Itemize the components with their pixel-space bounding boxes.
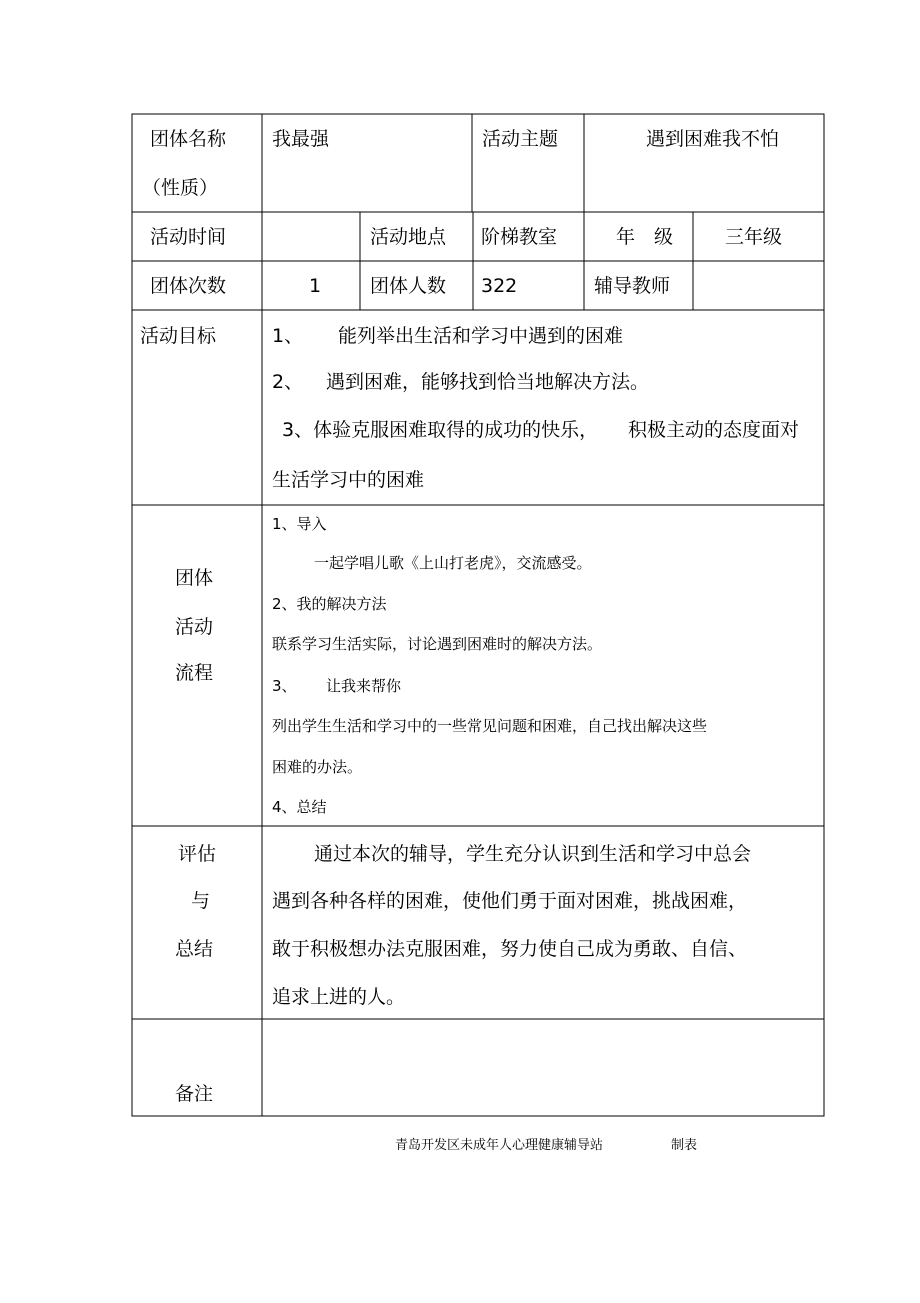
process-label-line2: 活动 — [175, 616, 214, 638]
sessions-value: 1 — [309, 275, 322, 297]
step-2-title: 2、我的解决方法 — [272, 595, 387, 613]
time-label: 活动时间 — [150, 226, 227, 248]
step-3-text-line1: 列出学生生活和学习中的一些常见问题和困难，自己找出解决这些 — [272, 717, 708, 735]
step-1-title: 1、导入 — [272, 515, 327, 533]
evaluation-text-line4: 追求上进的人。 — [272, 986, 406, 1008]
goal-2-number: 2、 — [272, 371, 304, 393]
members-value: 322 — [481, 275, 518, 297]
goal-2-text: 遇到困难，能够找到恰当地解决方法。 — [326, 371, 650, 393]
teacher-label: 辅导教师 — [594, 275, 671, 297]
goals-label: 活动目标 — [140, 325, 217, 347]
evaluation-label-line3: 总结 — [175, 938, 214, 960]
step-3-title: 让我来帮你 — [326, 677, 402, 695]
process-label-line3: 流程 — [175, 662, 214, 684]
step-1-text: 一起学唱儿歌《上山打老虎》，交流感受。 — [314, 554, 592, 572]
theme-label: 活动主题 — [482, 128, 559, 150]
evaluation-text-line3: 敢于积极想办法克服困难，努力使自己成为勇敢、自信、 — [272, 938, 748, 960]
grade-label: 年 级 — [616, 226, 674, 248]
group-name-label: 团体名称 — [150, 128, 227, 150]
footer-made-by: 制表 — [671, 1138, 698, 1153]
remarks-label: 备注 — [175, 1083, 214, 1105]
grade-value: 三年级 — [725, 226, 783, 248]
goal-3-text-line2: 生活学习中的困难 — [272, 469, 425, 491]
evaluation-label-line2: 与 — [191, 890, 211, 912]
goal-1-number: 1、 — [272, 325, 304, 347]
goal-3-text-part1: 3、体验克服困难取得的成功的快乐， — [282, 419, 599, 441]
group-name-value: 我最强 — [272, 128, 330, 150]
step-3-number: 3、 — [272, 677, 297, 695]
evaluation-label-line1: 评估 — [178, 843, 217, 865]
step-3-text-line2: 困难的办法。 — [272, 758, 363, 776]
evaluation-text-line2: 遇到各种各样的困难，使他们勇于面对困难，挑战困难， — [272, 890, 748, 912]
goal-1-text: 能列举出生活和学习中遇到的困难 — [338, 325, 624, 347]
process-label-line1: 团体 — [175, 567, 214, 589]
group-nature-label: （性质） — [142, 177, 219, 199]
evaluation-text-line1: 通过本次的辅导，学生充分认识到生活和学习中总会 — [314, 843, 752, 865]
sessions-label: 团体次数 — [150, 275, 227, 297]
step-2-text: 联系学习生活实际，讨论遇到困难时的解决方法。 — [272, 635, 603, 653]
theme-value: 遇到困难我不怕 — [646, 128, 780, 150]
place-value: 阶梯教室 — [481, 226, 558, 248]
members-label: 团体人数 — [370, 275, 447, 297]
footer-organization: 青岛开发区未成年人心理健康辅导站 — [395, 1138, 604, 1153]
goal-3-text-part2: 积极主动的态度面对 — [628, 419, 800, 441]
step-4-title: 4、总结 — [272, 798, 327, 816]
place-label: 活动地点 — [370, 226, 447, 248]
